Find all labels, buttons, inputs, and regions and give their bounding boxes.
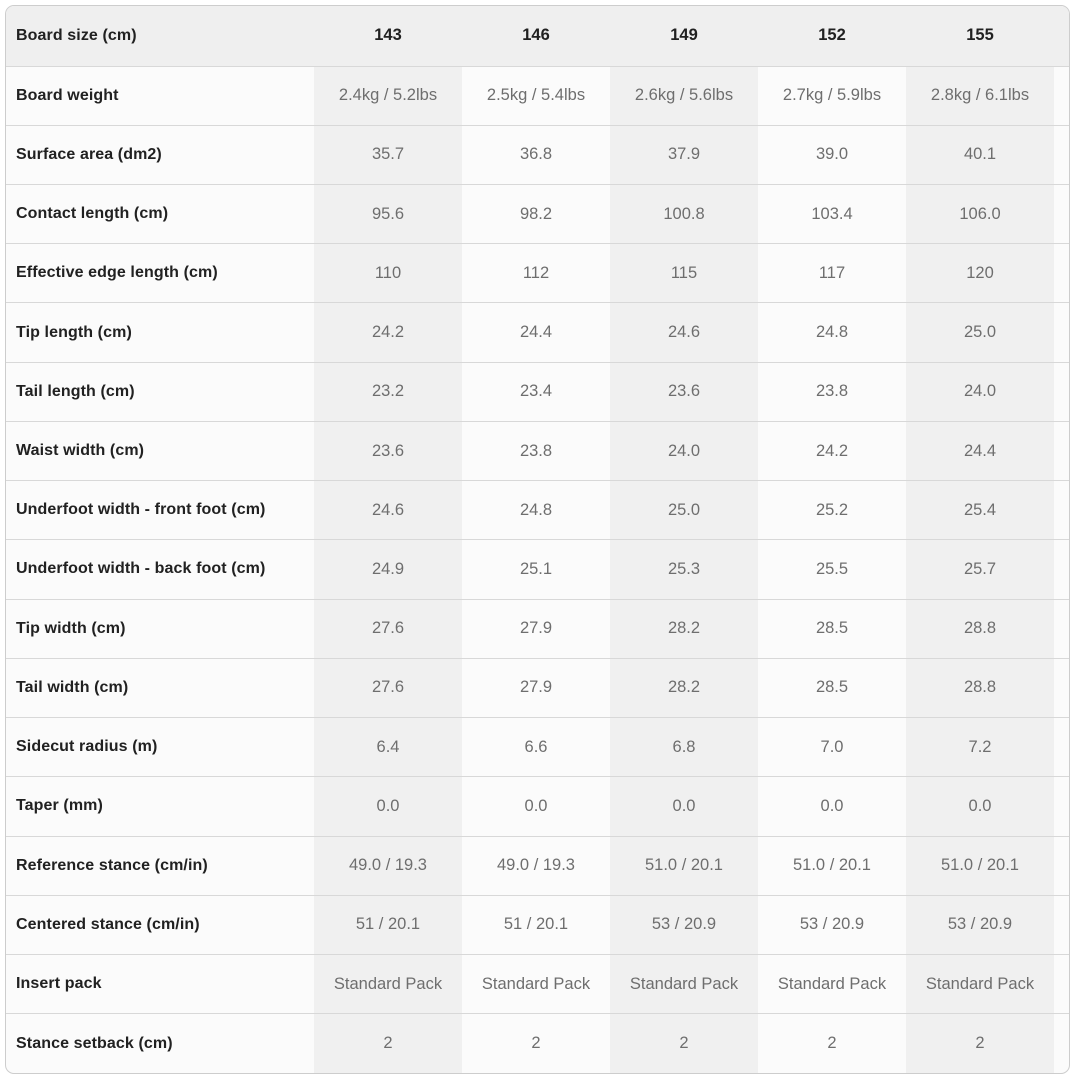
table-row: [6, 836, 1069, 895]
size-column-header: 149: [670, 26, 698, 45]
spec-value: 7.2: [906, 718, 1054, 777]
spec-value: 28.8: [906, 658, 1054, 717]
spec-value: 27.9: [519, 678, 553, 697]
spec-value: 25.4: [906, 481, 1054, 540]
spec-value: 95.6: [314, 184, 462, 243]
spec-value: 112: [522, 263, 550, 282]
spec-value: 23.6: [314, 421, 462, 480]
spec-value: 23.2: [314, 362, 462, 421]
spec-value: 2: [827, 1034, 837, 1053]
table-row: [6, 362, 1069, 421]
size-column-header: 155: [966, 26, 994, 45]
spec-value: Standard Pack: [610, 955, 758, 1014]
row-spacer: [1054, 540, 1069, 599]
row-label: Taper (mm): [16, 797, 103, 815]
row-spacer: [1054, 244, 1069, 303]
spec-value: 25.0: [610, 481, 758, 540]
spec-value: 49.0 / 19.3: [314, 836, 462, 895]
spec-value: 51.0 / 20.1: [610, 836, 758, 895]
spec-value: 7.0: [820, 737, 844, 756]
size-column-header: 152: [818, 26, 846, 45]
row-spacer: [1054, 421, 1069, 480]
spec-value: 51.0 / 20.1: [906, 836, 1054, 895]
table-row: [6, 777, 1069, 836]
spec-value: 2.8kg / 6.1lbs: [906, 66, 1054, 125]
spec-value: 115: [610, 244, 758, 303]
table-row: [6, 421, 1069, 480]
row-label: Reference stance (cm/in): [16, 856, 208, 874]
board-spec-table: [6, 6, 1069, 1073]
table-row: [6, 1014, 1069, 1073]
spec-value: 53 / 20.9: [906, 895, 1054, 954]
header-row-label: Board size (cm): [16, 26, 137, 44]
spec-value: 27.6: [314, 599, 462, 658]
row-label: Tip length (cm): [16, 323, 132, 341]
spec-value: 23.6: [610, 362, 758, 421]
spec-value: 24.4: [519, 323, 553, 342]
spec-value: 25.3: [610, 540, 758, 599]
row-spacer: [1054, 1014, 1069, 1073]
spec-value: Standard Pack: [777, 974, 887, 993]
spec-value: 100.8: [610, 184, 758, 243]
spec-value: 23.4: [519, 382, 553, 401]
table-row: [6, 540, 1069, 599]
spec-value: 98.2: [519, 204, 553, 223]
spec-value: 120: [906, 244, 1054, 303]
spec-value: 110: [314, 244, 462, 303]
row-spacer: [1054, 658, 1069, 717]
spec-value: 24.9: [314, 540, 462, 599]
spec-value: 103.4: [811, 204, 853, 223]
row-spacer: [1054, 125, 1069, 184]
table-row: [6, 658, 1069, 717]
row-label: Underfoot width - back foot (cm): [16, 560, 266, 578]
row-label: Tip width (cm): [16, 619, 126, 637]
spec-value: 2: [531, 1034, 541, 1053]
table-row: [6, 599, 1069, 658]
spec-value: 27.9: [519, 619, 553, 638]
spec-value: 24.6: [314, 481, 462, 540]
spec-value: 25.2: [815, 500, 849, 519]
row-spacer: [1054, 836, 1069, 895]
spec-value: 25.5: [815, 559, 849, 578]
spec-value: 6.8: [610, 718, 758, 777]
size-column-header: 146: [522, 26, 550, 45]
row-label: Waist width (cm): [16, 442, 145, 460]
spec-value: 24.2: [815, 441, 849, 460]
spec-value: 2: [314, 1014, 462, 1073]
row-label: Surface area (dm2): [16, 145, 162, 163]
spec-value: 39.0: [815, 145, 849, 164]
row-label: Sidecut radius (m): [16, 738, 158, 756]
spec-value: 2.5kg / 5.4lbs: [486, 86, 586, 105]
spec-value: 24.2: [314, 303, 462, 362]
spec-value: 2.4kg / 5.2lbs: [314, 66, 462, 125]
spec-value: 0.0: [820, 796, 844, 815]
row-spacer: [1054, 777, 1069, 836]
spec-value: Standard Pack: [481, 974, 591, 993]
row-spacer: [1054, 895, 1069, 954]
spec-value: 36.8: [519, 145, 553, 164]
board-spec-table-card: [5, 5, 1070, 1074]
spec-value: 24.0: [906, 362, 1054, 421]
header-row: [6, 6, 1069, 66]
spec-value: 49.0 / 19.3: [497, 856, 575, 875]
spec-value: 6.6: [524, 737, 548, 756]
spec-value: 51 / 20.1: [503, 915, 569, 934]
row-label: Stance setback (cm): [16, 1034, 173, 1052]
spec-value: 28.5: [815, 619, 849, 638]
spec-value: Standard Pack: [314, 955, 462, 1014]
row-spacer: [1054, 599, 1069, 658]
spec-value: Standard Pack: [906, 955, 1054, 1014]
spec-value: 24.8: [519, 500, 553, 519]
table-row: [6, 955, 1069, 1014]
spec-value: 0.0: [906, 777, 1054, 836]
row-label: Underfoot width - front foot (cm): [16, 501, 266, 519]
spec-value: 25.0: [906, 303, 1054, 362]
spec-value: 24.0: [610, 421, 758, 480]
table-row: [6, 244, 1069, 303]
spec-value: 117: [818, 263, 846, 282]
row-label: Centered stance (cm/in): [16, 915, 200, 933]
spec-value: 25.1: [519, 559, 553, 578]
header-spacer: [1054, 6, 1069, 66]
row-label: Tail width (cm): [16, 678, 129, 696]
spec-value: 25.7: [906, 540, 1054, 599]
spec-value: 51.0 / 20.1: [793, 856, 871, 875]
size-column-header: 143: [374, 26, 402, 45]
spec-value: 28.5: [815, 678, 849, 697]
spec-value: 23.8: [519, 441, 553, 460]
row-label: Tail length (cm): [16, 382, 135, 400]
row-spacer: [1054, 481, 1069, 540]
row-spacer: [1054, 303, 1069, 362]
spec-value: 0.0: [610, 777, 758, 836]
spec-value: 24.4: [906, 421, 1054, 480]
spec-value: 24.6: [610, 303, 758, 362]
spec-value: 37.9: [610, 125, 758, 184]
row-spacer: [1054, 362, 1069, 421]
table-row: [6, 895, 1069, 954]
spec-value: 28.8: [906, 599, 1054, 658]
spec-value: 2: [906, 1014, 1054, 1073]
spec-value: 0.0: [314, 777, 462, 836]
row-spacer: [1054, 66, 1069, 125]
spec-value: 2.7kg / 5.9lbs: [782, 86, 882, 105]
spec-value: 6.4: [314, 718, 462, 777]
spec-value: 28.2: [610, 599, 758, 658]
table-row: [6, 125, 1069, 184]
row-label: Effective edge length (cm): [16, 264, 218, 282]
spec-value: 0.0: [524, 796, 548, 815]
spec-value: 53 / 20.9: [610, 895, 758, 954]
spec-value: 24.8: [815, 323, 849, 342]
table-row: [6, 66, 1069, 125]
spec-value: 35.7: [314, 125, 462, 184]
row-label: Contact length (cm): [16, 205, 169, 223]
spec-value: 23.8: [815, 382, 849, 401]
row-label: Insert pack: [16, 975, 102, 993]
table-row: [6, 184, 1069, 243]
table-row: [6, 481, 1069, 540]
spec-value: 53 / 20.9: [799, 915, 865, 934]
spec-value: 2: [610, 1014, 758, 1073]
spec-value: 51 / 20.1: [314, 895, 462, 954]
row-label: Board weight: [16, 86, 119, 104]
row-spacer: [1054, 718, 1069, 777]
spec-value: 2.6kg / 5.6lbs: [610, 66, 758, 125]
spec-value: 106.0: [906, 184, 1054, 243]
table-row: [6, 718, 1069, 777]
spec-value: 28.2: [610, 658, 758, 717]
spec-value: 27.6: [314, 658, 462, 717]
row-spacer: [1054, 184, 1069, 243]
row-spacer: [1054, 955, 1069, 1014]
table-row: [6, 303, 1069, 362]
spec-value: 40.1: [906, 125, 1054, 184]
